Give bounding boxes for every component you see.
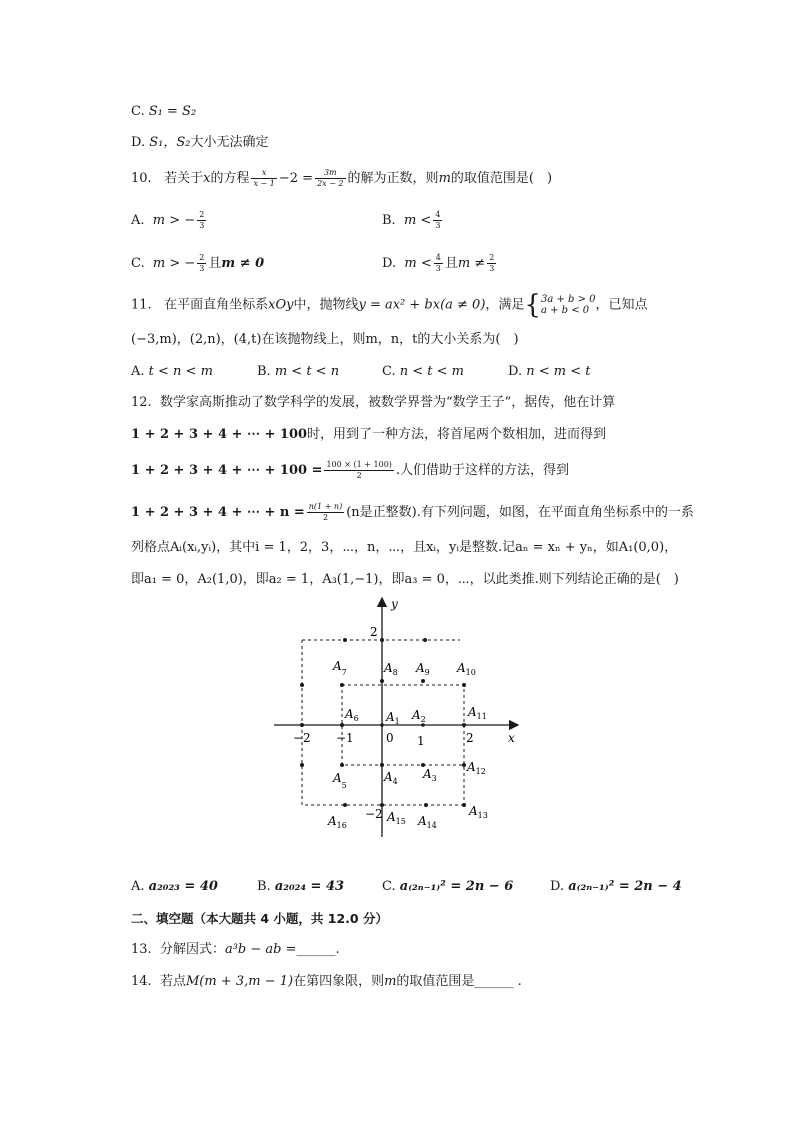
stem-text: 中，抛物线 bbox=[293, 297, 359, 313]
q10-option-c bbox=[131, 253, 264, 274]
option-expr: a₂₀₂₄ = 43 bbox=[274, 879, 345, 894]
frac-num: 2 bbox=[199, 253, 205, 262]
option-expr: a₍₂ₙ₋₁₎² = 2n − 4 bbox=[568, 879, 682, 894]
point-a16 bbox=[343, 803, 347, 807]
stem-var: m bbox=[384, 974, 397, 989]
point-a10 bbox=[462, 683, 466, 687]
fraction bbox=[487, 253, 496, 274]
question-number: 10. bbox=[131, 171, 152, 186]
lattice-points bbox=[300, 638, 466, 807]
stem-expr: 1 + 2 + 3 + 4 + ⋯ + 100 = bbox=[131, 463, 323, 478]
option-expr: t < n < m bbox=[148, 364, 213, 379]
q11-stem bbox=[131, 290, 648, 320]
option-expr: m > − bbox=[152, 213, 196, 228]
point-a8 bbox=[380, 679, 384, 683]
option-expr: S₁，S₂ bbox=[149, 135, 191, 150]
tick-label-y-2: 2 bbox=[370, 625, 378, 639]
frac-den: 3 bbox=[199, 221, 205, 230]
tick-label-x-2: 2 bbox=[466, 731, 474, 745]
q12-stem-line4 bbox=[131, 502, 694, 523]
stem-text: 的方程 bbox=[210, 171, 250, 186]
frac-num: 2 bbox=[199, 210, 205, 219]
q12-option-b bbox=[257, 877, 344, 897]
frac-num: n(1 + n) bbox=[308, 502, 343, 511]
q10-option-d bbox=[382, 253, 498, 274]
stem-text: 的解为正数，则 bbox=[347, 171, 439, 186]
stem-expr: xOy bbox=[268, 297, 294, 313]
q12-option-a bbox=[131, 877, 218, 897]
axis-y-label: y bbox=[391, 597, 398, 611]
origin-label: 0 bbox=[386, 731, 394, 745]
condition-2: a + b < 0 bbox=[540, 305, 590, 316]
option-letter: C. bbox=[382, 879, 396, 894]
tick-label-x-1: 1 bbox=[417, 734, 425, 748]
q12-option-c bbox=[382, 877, 513, 897]
point-left-mid bbox=[300, 723, 304, 727]
stem-text: .人们借助于这样的方法，得到 bbox=[395, 463, 570, 478]
label-a10: $A_{10}$ bbox=[457, 661, 476, 677]
fraction bbox=[307, 502, 344, 523]
label-a1: $A_1$ bbox=[386, 710, 400, 726]
q12-stem-line6 bbox=[131, 570, 679, 590]
option-letter: B. bbox=[382, 213, 396, 228]
option-expr: S₁ = S₂ bbox=[148, 104, 197, 119]
stem-text: (n是正整数).有下列问题，如图，在平面直角坐标系中的一系 bbox=[346, 505, 694, 520]
option-expr: m ≠ bbox=[457, 256, 486, 271]
q10-option-b bbox=[382, 210, 444, 231]
stem-expr: y = ax² + bx(a ≠ 0) bbox=[358, 297, 486, 313]
fraction bbox=[315, 168, 345, 189]
point-a12 bbox=[462, 763, 466, 767]
frac-num: x bbox=[251, 168, 276, 179]
point-a11 bbox=[462, 723, 466, 727]
frac-den: 3 bbox=[199, 264, 205, 273]
frac-den: 3 bbox=[489, 264, 495, 273]
option-letter: B. bbox=[257, 879, 271, 894]
option-letter: D. bbox=[131, 135, 146, 150]
label-a9: $A_9$ bbox=[416, 661, 430, 677]
frac-den: x − 1 bbox=[253, 179, 275, 188]
q12-stem-line5 bbox=[131, 538, 677, 558]
tick-label-x-neg2: −2 bbox=[293, 731, 311, 745]
frac-num: 4 bbox=[435, 253, 441, 262]
stem-text: 分解因式： bbox=[159, 942, 225, 957]
q11-stem-line2 bbox=[131, 330, 519, 350]
stem-text: 数学家高斯推动了数学科学的发展，被数学界誉为“数学王子”，据传，他在计算 bbox=[159, 395, 616, 410]
fraction bbox=[434, 253, 443, 274]
option-letter: C. bbox=[382, 364, 396, 379]
question-number: 12. bbox=[131, 395, 152, 410]
q13 bbox=[131, 940, 340, 960]
frac-den: 2 bbox=[322, 513, 329, 522]
label-a14: $A_{14}$ bbox=[418, 814, 437, 830]
axis-x-label: x bbox=[508, 731, 515, 745]
label-a4: $A_4$ bbox=[384, 770, 398, 786]
option-letter: A. bbox=[131, 879, 145, 894]
point-left-lower bbox=[300, 763, 304, 767]
label-a12: $A_{12}$ bbox=[467, 760, 486, 776]
q10-stem bbox=[131, 168, 552, 189]
option-letter: D. bbox=[382, 256, 397, 271]
question-number: 13. bbox=[131, 942, 152, 957]
option-text: 且 bbox=[444, 256, 458, 271]
stem-text: ，已知点 bbox=[595, 297, 648, 313]
label-a15: $A_{15}$ bbox=[387, 810, 406, 826]
stem-var: m bbox=[438, 171, 451, 186]
fraction bbox=[433, 210, 442, 231]
option-expr: n < m < t bbox=[526, 364, 591, 379]
frac-den: 2x − 2 bbox=[317, 179, 344, 188]
tick-label-x-neg1: −1 bbox=[336, 731, 354, 745]
label-a11: $A_{11}$ bbox=[468, 705, 487, 721]
fraction bbox=[251, 168, 276, 189]
option-expr: m > − bbox=[152, 256, 196, 271]
option-expr: a₍₂ₙ₋₁₎² = 2n − 6 bbox=[399, 879, 514, 894]
option-text: 大小无法确定 bbox=[190, 135, 269, 150]
answer-blank[interactable]: ______ bbox=[474, 974, 514, 989]
question-number: 11. bbox=[131, 297, 152, 313]
frac-num: 3m bbox=[315, 168, 345, 179]
stem-text: . bbox=[335, 942, 340, 957]
frac-num: 100 × (1 + 100) bbox=[326, 460, 392, 469]
q12-option-d bbox=[550, 877, 682, 897]
label-a5: $A_5$ bbox=[333, 771, 347, 790]
stem-text: 的取值范围是( ) bbox=[450, 171, 553, 186]
option-expr: m < bbox=[404, 256, 432, 271]
option-expr: n < t < m bbox=[399, 364, 465, 379]
stem-expr: a³b − ab = bbox=[224, 942, 297, 957]
label-a3: $A_3$ bbox=[423, 767, 437, 783]
label-a16: $A_{16}$ bbox=[328, 814, 347, 830]
option-letter: C. bbox=[131, 104, 145, 119]
option-expr: a₂₀₂₃ = 40 bbox=[148, 879, 218, 894]
outer-dashed-path bbox=[302, 640, 464, 805]
option-letter: D. bbox=[550, 879, 565, 894]
option-expr: m < t < n bbox=[274, 364, 340, 379]
section-title: 二、填空题（本大题共 4 小题，共 12.0 分） bbox=[131, 911, 388, 926]
stem-text: 的取值范围是 bbox=[396, 974, 475, 989]
point-a1 bbox=[380, 723, 384, 727]
fraction bbox=[197, 253, 206, 274]
stem-text: . bbox=[517, 974, 522, 989]
q11-option-b bbox=[257, 362, 339, 382]
option-letter: B. bbox=[257, 364, 271, 379]
q11-option-c bbox=[382, 362, 464, 382]
tick-label-y-neg2: −2 bbox=[365, 807, 383, 821]
stem-expr: 1 + 2 + 3 + 4 + ⋯ + n = bbox=[131, 505, 305, 520]
frac-den: 3 bbox=[435, 264, 441, 273]
option-letter: A. bbox=[131, 364, 145, 379]
q12-stem-line1 bbox=[131, 393, 615, 413]
stem-text: 在第四象限，则 bbox=[293, 974, 385, 989]
condition-system bbox=[541, 294, 596, 316]
condition-1: 3a + b > 0 bbox=[540, 294, 596, 305]
stem-text: 若关于 bbox=[164, 171, 204, 186]
stem-text: 在平面直角坐标系 bbox=[164, 297, 269, 313]
q14 bbox=[131, 972, 522, 992]
stem-text: ，满足 bbox=[485, 297, 525, 313]
left-brace: { bbox=[524, 290, 541, 320]
label-a6: $A_6$ bbox=[345, 707, 359, 723]
option-text: 且 bbox=[208, 256, 222, 271]
q9-option-d bbox=[131, 133, 269, 153]
stem-expr: M(m + 3,m − 1) bbox=[185, 974, 294, 989]
option-letter: D. bbox=[508, 364, 523, 379]
stem-text: 若点 bbox=[159, 974, 186, 989]
q10-option-a bbox=[131, 210, 208, 231]
stem-text: (−3,m)，(2,n)，(4,t)在该抛物线上，则m，n，t的大小关系为( ) bbox=[131, 332, 519, 347]
stem-text: 列格点Aᵢ(xᵢ,yᵢ)，其中i = 1，2，3，⋯，n，⋯，且xᵢ，yᵢ是整数.记aₙ = xₙ + yₙ，如A₁(0,0)， bbox=[131, 540, 678, 555]
point-a5 bbox=[340, 763, 344, 767]
frac-den: 3 bbox=[435, 221, 441, 230]
frac-den: 2 bbox=[356, 471, 362, 480]
label-a8: $A_8$ bbox=[384, 661, 398, 677]
point-top-mid bbox=[380, 638, 384, 642]
label-a7: $A_7$ bbox=[333, 659, 347, 677]
point-a9 bbox=[421, 679, 425, 683]
point-left-upper bbox=[300, 683, 304, 687]
point-top-right bbox=[423, 638, 427, 642]
q11-option-a bbox=[131, 362, 213, 382]
point-a14 bbox=[424, 803, 428, 807]
lattice-point-figure bbox=[260, 592, 530, 842]
question-number: 14. bbox=[131, 974, 152, 989]
stem-text: 即a₁ = 0，A₂(1,0)，即a₂ = 1，A₃(1,−1)，即a₃ = 0，⋯，以此类推.则下列结论正确的是( ) bbox=[131, 572, 679, 587]
q9-option-c bbox=[131, 102, 196, 122]
fraction bbox=[324, 460, 393, 481]
point-a6 bbox=[340, 723, 344, 727]
answer-blank[interactable]: ______ bbox=[296, 942, 336, 957]
frac-num: 2 bbox=[489, 253, 495, 262]
point-top-left bbox=[343, 638, 347, 642]
point-a4 bbox=[380, 763, 384, 767]
point-a13 bbox=[462, 803, 466, 807]
frac-num: 4 bbox=[435, 210, 441, 219]
stem-expr: 1 + 2 + 3 + 4 + ⋯ + 100 bbox=[131, 427, 308, 442]
q12-stem-line3 bbox=[131, 460, 569, 481]
point-a7 bbox=[340, 683, 344, 687]
label-a2: $A_2$ bbox=[412, 708, 426, 724]
option-expr: m < bbox=[403, 213, 432, 228]
stem-text: 时，用到了一种方法，将首尾两个数相加，进而得到 bbox=[307, 427, 607, 442]
stem-var: x bbox=[203, 171, 211, 186]
option-letter: A. bbox=[131, 213, 145, 228]
stem-expr: −2 = bbox=[278, 171, 314, 186]
option-letter: C. bbox=[131, 256, 145, 271]
label-a13: $A_{13}$ bbox=[469, 804, 488, 820]
option-expr: m ≠ 0 bbox=[221, 256, 265, 271]
fraction bbox=[197, 210, 206, 231]
q12-stem-line2 bbox=[131, 425, 606, 445]
q11-option-d bbox=[508, 362, 590, 382]
